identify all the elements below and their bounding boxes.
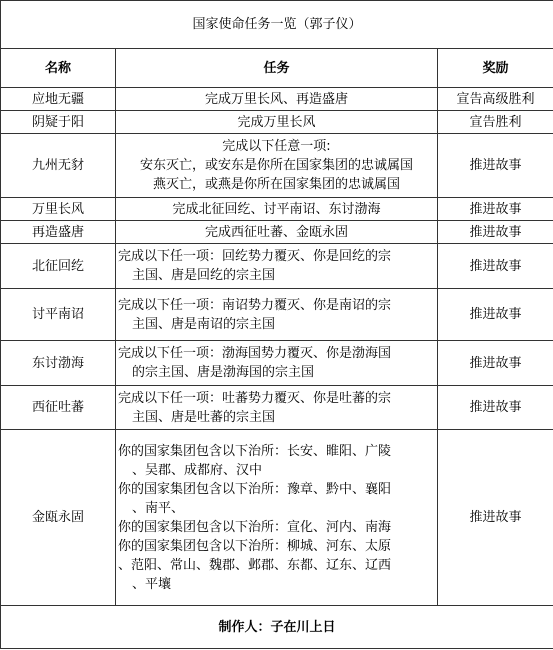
task-line: 完成万里长风 (237, 114, 316, 130)
mission-reward: 推进故事 (438, 198, 553, 221)
task-line: 的宗主国、唐是渤海国的宗主国 (132, 365, 315, 380)
task-line: 完成以下任一项：渤海国势力覆灭、你是渤海国 (118, 346, 392, 361)
mission-name: 阴疑于阳 (1, 111, 116, 134)
mission-task (116, 244, 438, 289)
mission-task (116, 386, 438, 430)
mission-name: 北征回纥 (1, 244, 116, 289)
task-line: 、南平、 (132, 500, 185, 516)
mission-name: 应地无疆 (1, 88, 116, 111)
mission-name: 金瓯永固 (1, 430, 116, 606)
column-header-reward: 奖励 (438, 49, 553, 88)
table-row (1, 386, 553, 430)
mission-reward: 宣告胜利 (438, 111, 553, 134)
task-line: 燕灭亡，或燕是你所在国家集团的忠诚属国 (152, 177, 400, 192)
mission-reward: 宣告高级胜利 (438, 88, 553, 111)
title-row (1, 1, 553, 49)
table-row (1, 244, 553, 289)
mission-reward: 推进故事 (438, 386, 553, 430)
mission-task (116, 198, 438, 221)
mission-reward: 推进故事 (438, 289, 553, 341)
table-row (1, 111, 553, 134)
column-header-name: 名称 (1, 49, 116, 88)
mission-name: 讨平南诏 (1, 289, 116, 341)
author-credit: 制作人：子在川上日 (1, 606, 553, 649)
task-line: 你的国家集团包含以下治所：柳城、河东、太原 (118, 538, 392, 554)
header-row (1, 49, 553, 88)
task-line: 、吴郡、成都府、汉中 (132, 462, 263, 478)
mission-task (116, 134, 438, 198)
table-row (1, 430, 553, 606)
task-line: 你的国家集团包含以下治所：长安、睢阳、广陵 (118, 443, 392, 459)
mission-reward: 推进故事 (438, 221, 553, 244)
mission-name: 万里长风 (1, 198, 116, 221)
task-line: 、范阳、常山、魏郡、邺郡、东都、辽东、辽西 (118, 557, 392, 573)
task-line: 安东灭亡，或安东是你所在国家集团的忠诚属国 (139, 158, 413, 173)
table-row (1, 88, 553, 111)
task-line: 主国、唐是回纥的宗主国 (132, 268, 276, 283)
table-row (1, 198, 553, 221)
task-line: 完成北征回纥、讨平南诏、东讨渤海 (172, 201, 381, 217)
task-line: 完成万里长风、再造盛唐 (204, 91, 348, 107)
footer-row (1, 606, 553, 649)
mission-reward: 推进故事 (438, 430, 553, 606)
mission-reward: 推进故事 (438, 244, 553, 289)
table-row (1, 221, 553, 244)
mission-task (116, 88, 438, 111)
mission-task (116, 341, 438, 386)
table-row (1, 289, 553, 341)
mission-task (116, 430, 438, 606)
table-row (1, 134, 553, 198)
task-line: 完成以下任意一项: (222, 139, 331, 154)
mission-task (116, 289, 438, 341)
page-title: 国家使命任务一览（郭子仪） (1, 1, 553, 49)
task-line: 主国、唐是南诏的宗主国 (132, 316, 276, 332)
task-line: 主国、唐是吐蕃的宗主国 (132, 409, 276, 425)
table-row (1, 341, 553, 386)
mission-name: 东讨渤海 (1, 341, 116, 386)
mission-task (116, 111, 438, 134)
task-line: 、平壤 (132, 576, 172, 592)
task-line: 你的国家集团包含以下治所：豫章、黔中、襄阳 (118, 481, 392, 497)
task-line: 完成西征吐蕃、金瓯永固 (204, 224, 348, 240)
mission-name: 九州无豺 (1, 134, 116, 198)
mission-reward: 推进故事 (438, 134, 553, 198)
mission-reward: 推进故事 (438, 341, 553, 386)
mission-task (116, 221, 438, 244)
mission-name: 西征吐蕃 (1, 386, 116, 430)
task-line: 完成以下任一项：吐蕃势力覆灭、你是吐蕃的宗 (118, 390, 392, 406)
task-line: 完成以下任一项：南诏势力覆灭、你是南诏的宗 (118, 297, 392, 313)
column-header-task: 任务 (116, 49, 438, 88)
task-line: 完成以下任一项：回纥势力覆灭、你是回纥的宗 (118, 249, 392, 264)
task-line: 你的国家集团包含以下治所：宣化、河内、南海 (118, 519, 392, 535)
mission-name: 再造盛唐 (1, 221, 116, 244)
